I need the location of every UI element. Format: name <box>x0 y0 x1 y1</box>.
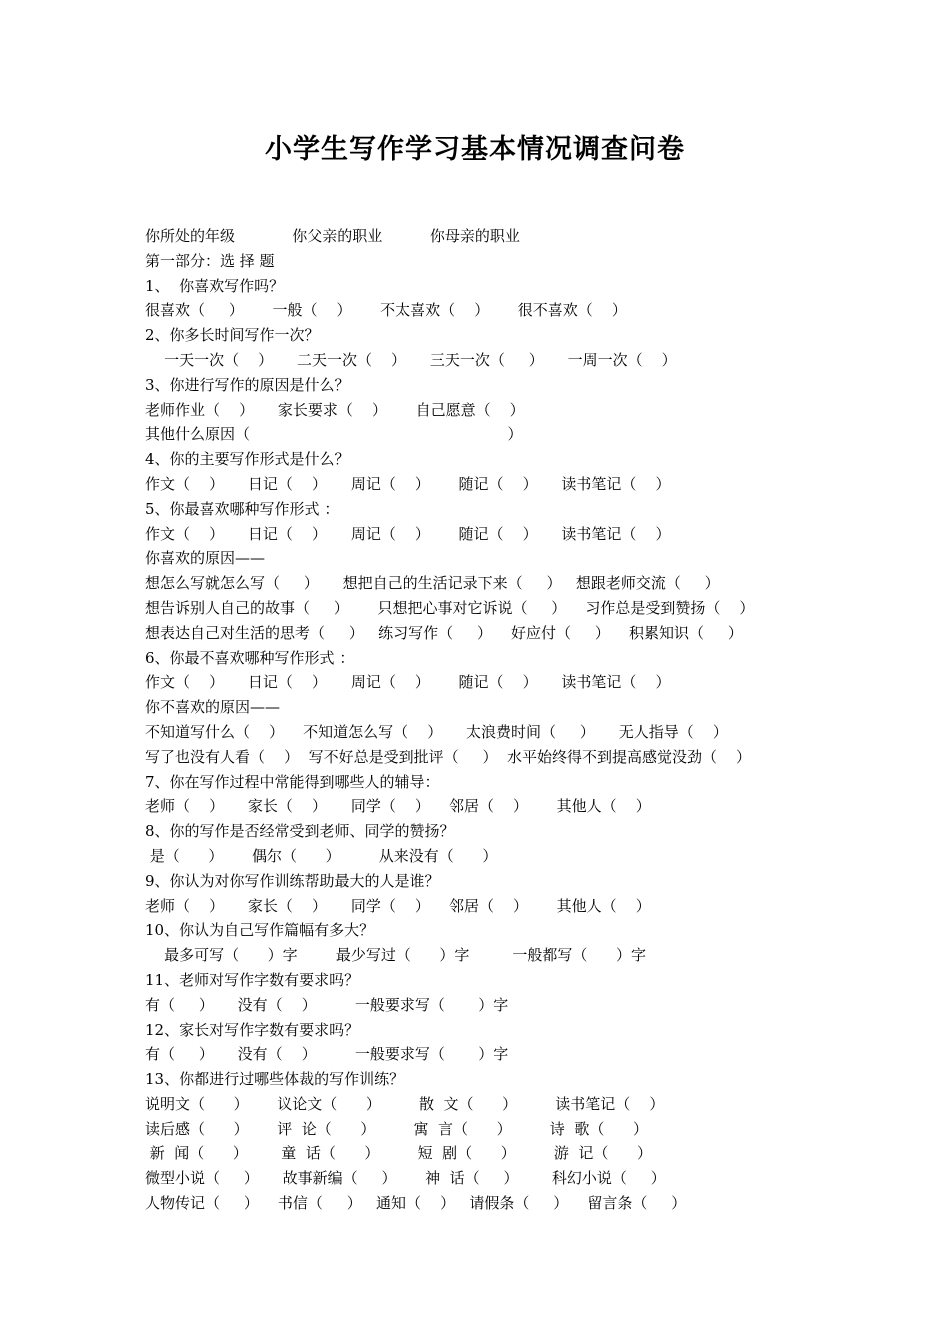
options-line: 作文（ ） 日记（ ） 周记（ ） 随记（ ） 读书笔记（ ） <box>145 474 671 493</box>
question-13: 13、你都进行过哪些体裁的写作训练？ <box>145 1070 405 1089</box>
question-10: 10、你认为自己写作篇幅有多大？ <box>145 921 375 940</box>
options-line: 想怎么写就怎么写（ ） 想把自己的生活记录下来（ ） 想跟老师交流（ ） <box>145 574 720 593</box>
options-line: 想表达自己对生活的思考（ ） 练习写作（ ） 好应付（ ） 积累知识（ ） <box>145 623 743 642</box>
section-heading: 第一部分：选 择 题 <box>145 251 275 270</box>
options-line: 有（ ） 没有（ ） 一般要求写（ ）字 <box>145 995 509 1014</box>
options-line: 不知道写什么（ ） 不知道怎么写（ ） 太浪费时间（ ） 无人指导（ ） <box>145 722 728 741</box>
question-7: 7、你在写作过程中常能得到哪些人的辅导： <box>145 772 440 791</box>
options-line: 人物传记（ ） 书信（ ） 通知（ ） 请假条（ ） 留言条（ ） <box>145 1194 687 1213</box>
options-line: 其他什么原因（ ） <box>145 425 523 444</box>
options-line: 写了也没有人看（ ） 写不好总是受到批评（ ） 水平始终得不到提高感觉没劲（ ） <box>145 747 752 766</box>
options-line: 作文（ ） 日记（ ） 周记（ ） 随记（ ） 读书笔记（ ） <box>145 524 671 543</box>
document-title: 小学生写作学习基本情况调查问卷 <box>265 134 685 165</box>
question-2: 2、你多长时间写作一次？ <box>145 326 320 345</box>
options-line: 作文（ ） 日记（ ） 周记（ ） 随记（ ） 读书笔记（ ） <box>145 673 671 692</box>
options-line: 老师（ ） 家长（ ） 同学（ ） 邻居（ ） 其他人（ ） <box>145 797 651 816</box>
options-line: 新 闻（ ） 童 话（ ） 短 剧（ ） 游 记（ ） <box>145 1144 653 1163</box>
question-8: 8、你的写作是否经常受到老师、同学的赞扬？ <box>145 822 455 841</box>
questionnaire-body <box>145 224 825 1216</box>
options-line: 很喜欢（ ） 一般（ ） 不太喜欢（ ） 很不喜欢（ ） <box>145 301 627 320</box>
question-5: 5、你最喜欢哪种写作形式 ： <box>145 499 340 518</box>
question-9: 9、你认为对你写作训练帮助最大的人是谁？ <box>145 871 440 890</box>
options-line: 最多可写（ ）字 最少写过（ ）字 一般都写（ ）字 <box>145 946 646 965</box>
question-4: 4、你的主要写作形式是什么？ <box>145 450 350 469</box>
sub-heading: 你喜欢的原因—— <box>145 549 266 568</box>
options-line: 说明文（ ） 议论文（ ） 散 文（ ） 读书笔记（ ） <box>145 1094 665 1113</box>
options-line: 老师作业（ ） 家长要求（ ） 自己愿意（ ） <box>145 400 525 419</box>
options-line: 有（ ） 没有（ ） 一般要求写（ ）字 <box>145 1045 509 1064</box>
options-line: 是（ ） 偶尔（ ） 从来没有（ ） <box>145 846 498 865</box>
options-line: 微型小说（ ） 故事新编（ ） 神 话（ ） 科幻小说（ ） <box>145 1169 666 1188</box>
text-line: 你所处的年级 你父亲的职业 你母亲的职业 <box>145 227 520 245</box>
question-12: 12、家长对写作字数有要求吗？ <box>145 1020 360 1039</box>
question-3: 3、你进行写作的原因是什么？ <box>145 375 350 394</box>
sub-heading: 你不喜欢的原因—— <box>145 698 281 717</box>
options-line: 一天一次（ ） 二天一次（ ） 三天一次（ ） 一周一次（ ） <box>145 350 677 369</box>
options-line: 读后感（ ） 评 论（ ） 寓 言（ ） 诗 歌（ ） <box>145 1119 648 1138</box>
question-1: 1、 你喜欢写作吗？ <box>145 276 285 295</box>
question-6: 6、你最不喜欢哪种写作形式 ： <box>145 648 355 667</box>
options-line: 老师（ ） 家长（ ） 同学（ ） 邻居（ ） 其他人（ ） <box>145 896 651 915</box>
options-line: 想告诉别人自己的故事（ ） 只想把心事对它诉说（ ） 习作总是受到赞扬（ ） <box>145 598 755 617</box>
question-11: 11、老师对写作字数有要求吗？ <box>145 970 360 989</box>
